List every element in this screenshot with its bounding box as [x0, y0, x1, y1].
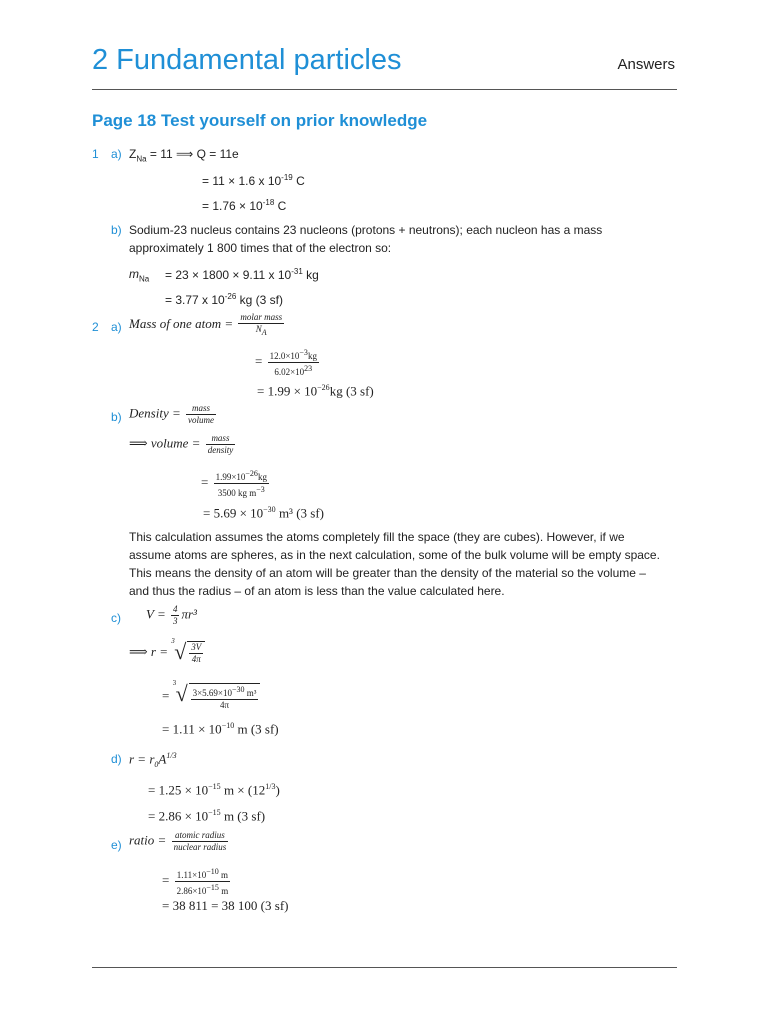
q1b-line1: = 23 × 1800 × 9.11 x $10^{-31}$ kg — [165, 267, 319, 282]
q1b-text-line2: approximately 1 800 times that of the electron so: — [129, 241, 392, 255]
q2e-label: e) — [111, 838, 122, 852]
q1a-line3: = $1.76 \times 10^{-18}$ C — [202, 198, 287, 213]
q2b-line4: = $5.69 \times 10^{-30}$ m³ (3 sf) — [203, 505, 324, 521]
header-divider — [92, 89, 677, 90]
q2c-line2: ⟹ r = 3 √ $\frac{3V}{4\pi}$ — [129, 641, 205, 665]
q2b-line2: ⟹ volume = $\frac{\text{mass}}{\text{density}}$ — [129, 433, 234, 455]
q2a-line1: Mass of one atom = $\frac{\text{molar mass}}{N_A}$ — [129, 312, 283, 337]
q2e-line1: ratio = $\frac{\text{atomic radius}}{\text{nuclear radius}}$ — [129, 830, 227, 852]
footer-divider — [92, 967, 677, 968]
q2c-label: c) — [111, 611, 121, 625]
q1-number: 1 — [92, 147, 99, 161]
q2e-line2: = $\frac{1.11\times 10^{-10} m}{2.86\times 10^{-15} m}$ — [162, 867, 229, 896]
q2e-line3: = 38 811 = 38 100 (3 sf) — [162, 898, 289, 913]
q2b-line1: Density = $\frac{\text{mass}}{\text{volume}}$ — [129, 403, 214, 425]
q1b-mass-symbol: $m_{Na}$ — [129, 267, 150, 284]
section-title: Page 18 Test yourself on prior knowledge — [92, 111, 428, 130]
q2b-line3: = $\frac{1.99\times 10^{-26}kg}{3500 kg m^{-3}}$ — [201, 469, 267, 498]
q2b-explanation: This calculation assumes the atoms completely fill the space (they are cubes). However, if we assume atoms are spheres, as in the next calculation, some of the bulk volume will be empty space. This means the density of an atom will be greater than the density of the material so the volume – and thus the radius – of an atom is less than the value calculated here. — [129, 530, 660, 598]
q2b-label: b) — [111, 410, 122, 424]
q2c-line4: = $1.11 \times 10^{-10}$ m (3 sf) — [162, 721, 279, 737]
q2d-line3: = $2.86 \times 10^{-15}$ m (3 sf) — [148, 808, 266, 824]
q2a-label: a) — [111, 320, 122, 334]
q2d-line1: $r = r_0A^{1/3}$ — [129, 751, 177, 769]
q1a-label: a) — [111, 147, 122, 161]
q1b-label: b) — [111, 223, 122, 237]
q2a-line3: = $1.99 \times 10^{-26}kg$ (3 sf) — [257, 383, 374, 399]
page-title: 2 Fundamental particles — [92, 44, 402, 76]
q1b-line2: = 3.77 x $10^{-26}$ kg (3 sf) — [165, 292, 283, 307]
q2c-line1: V = $\frac{4}{3}$ πr³ — [146, 604, 197, 626]
q2d-label: d) — [111, 752, 122, 766]
q2-number: 2 — [92, 320, 99, 334]
q1a-line2: = 11 × 1.6 x $10^{-19}$ C — [202, 173, 305, 188]
q2a-line2: = $\frac{12.0\times 10^{-3}kg}{6.02\times 10^{23}}$ — [255, 348, 317, 377]
header-label: Answers — [617, 56, 675, 73]
q2d-line2: = $1.25 \times 10^{-15}$ $m \times (12^{1/3})$ — [148, 782, 280, 798]
q1b-text-line1: Sodium-23 nucleus contains 23 nucleons (protons + neutrons); each nucleon has a mass — [129, 223, 603, 237]
q1a-line1: $Z_{Na} = 11$ ⟹ Q = 11e — [129, 147, 239, 164]
q2c-line3: = 3 √ $\frac{3\times 5.69\times 10^{-30} m^3}{4\pi}$ — [162, 683, 260, 711]
